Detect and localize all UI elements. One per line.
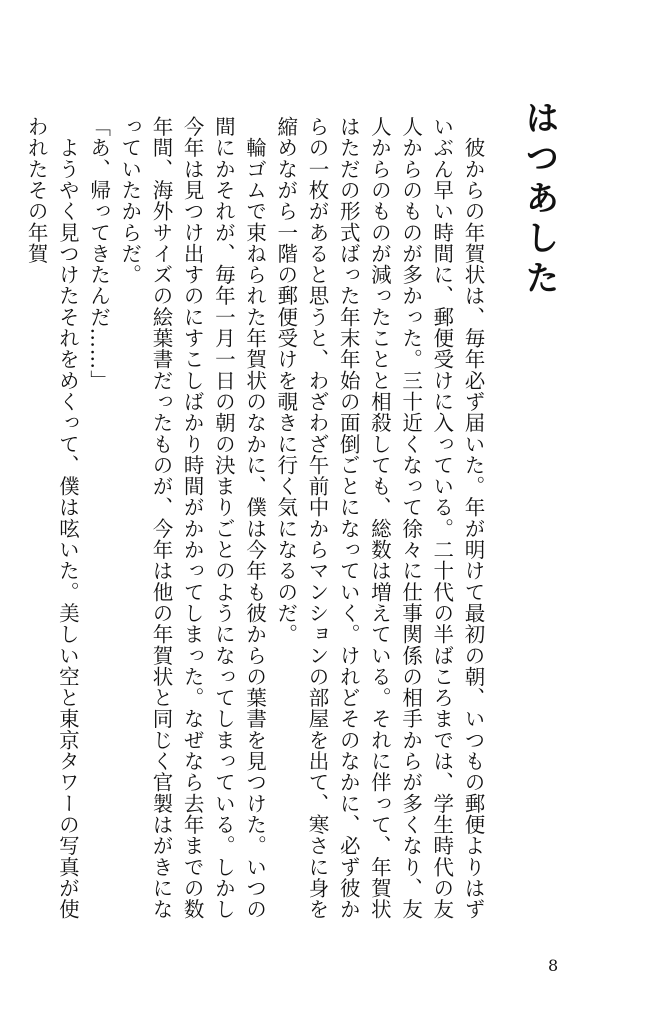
paragraph-2: 輪ゴムで束ねられた年賀状のなかに、僕は今年も彼からの葉書を見つけた。いつの間にかそれが、毎年一月一日の朝の決まりごとのようになってしまっている。しかし今年は見つけ出すのにすこしばかり時間がかかってしまった。なぜなら去年までの数年間、海外サイズの絵葉書だったものが、今年は他の年賀状と同じく官製はがきになっていたからだ。 (117, 116, 267, 920)
paragraph-1: 彼からの年賀状は、毎年必ず届いた。年が明けて最初の朝、いつもの郵便よりはずいぶん早い時間に、郵便受けに入っている。二十代の半ばころまでは、学生時代の友人からのものが多かった。三十近くなって徐々に仕事関係の相手からが多くなり、友人からのものが減ったことと相殺しても、総数は増えている。それに伴って、年賀状はただの形式ばった年末年始の面倒ごとになっていく。けれどそのなかに、必ず彼からの一枚があると思うと、わざわざ午前中からマンションの部屋を出て、寒さに身を縮めながら一階の郵便受けを覗きに行く気になるのだ。 (273, 116, 485, 920)
chapter-title: はつあした (519, 100, 559, 300)
paragraph-3: 「あ、帰ってきたんだ……」 (86, 116, 111, 391)
page-number: 8 (548, 956, 559, 975)
body-text (20, 116, 488, 928)
paragraph-4: ようやく見つけたそれをめくって、僕は呟いた。美しい空と東京タワーの写真が使われたその年賀 (24, 116, 80, 920)
